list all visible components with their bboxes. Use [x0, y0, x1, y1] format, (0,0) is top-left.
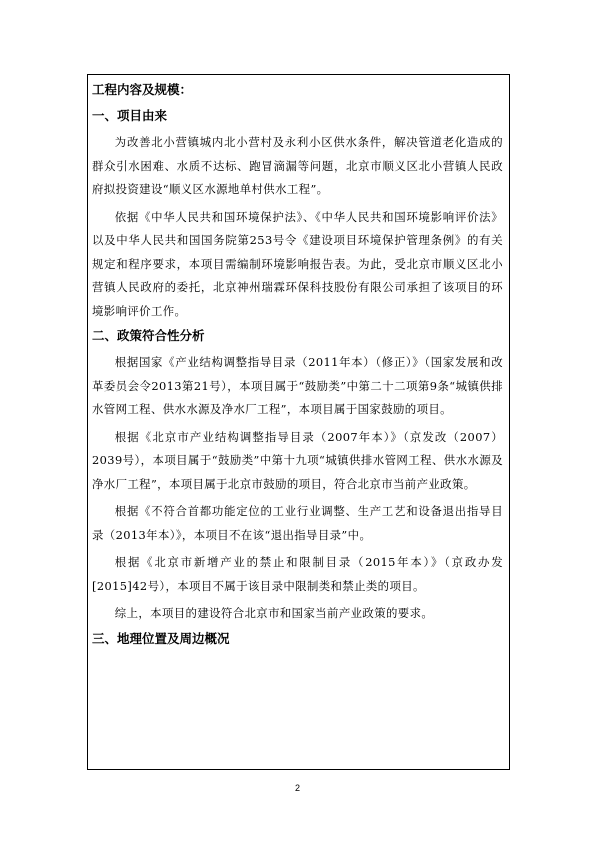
paragraph: 综上，本项目的建设符合北京市和国家当前产业政策的要求。	[114, 606, 434, 620]
paragraph: 为改善北小营镇城内北小营村及永利小区供水条件，解决管道老化造成的群众引水困难、水质不达标、跑冒滴漏等问题，北京市顺义区北小营镇人民政府拟投资建设“顺义区水源地单村供水工程”。	[92, 135, 503, 196]
content-frame	[87, 74, 510, 770]
paragraph: 依据《中华人民共和国环境保护法》、《中华人民共和国环境影响评价法》以及中华人民共和国国务院第253号令《建设项目环境保护管理条例》的有关规定和程序要求，本项目需编制环境影响报告表。为此，受北京市顺义区北小营镇人民政府的委托，北京神州瑞霖环保科技股份有限公司承担了该项目的环境影响评价工作。	[92, 209, 503, 318]
paragraph: 根据《北京市产业结构调整指导目录（2007年本）》（京发改（2007）2039号），本项目属于“鼓励类”中第十九项“城镇供排水管网工程、供水水源及净水厂工程”，本项目属于北京市鼓励的项目，符合北京市当前产业政策。	[92, 429, 503, 491]
heading-location: 三、地理位置及周边概况	[92, 630, 230, 646]
section-title: 工程内容及规模：	[92, 82, 193, 97]
heading-project-origin: 一、项目由来	[92, 108, 168, 123]
document-body	[92, 81, 503, 654]
paragraph: 根据《北京市新增产业的禁止和限制目录（2015年本）》（京政办发[2015]42号），本项目不属于该目录中限制类和禁止类的项目。	[92, 555, 503, 593]
heading-policy-analysis: 二、政策符合性分析	[92, 328, 205, 343]
page-number: 2	[294, 783, 300, 793]
paragraph: 根据《不符合首都功能定位的工业行业调整、生产工艺和设备退出指导目录（2013年本）》，本项目不在该“退出指导目录”中。	[92, 504, 503, 542]
paragraph: 根据国家《产业结构调整指导目录（2011年本）（修正）》（国家发展和改革委员会令2013第21号），本项目属于“鼓励类”中第二十二项第9条“城镇供排水管网工程、供水水源及净水厂工程”，本项目属于国家鼓励的项目。	[92, 355, 503, 416]
